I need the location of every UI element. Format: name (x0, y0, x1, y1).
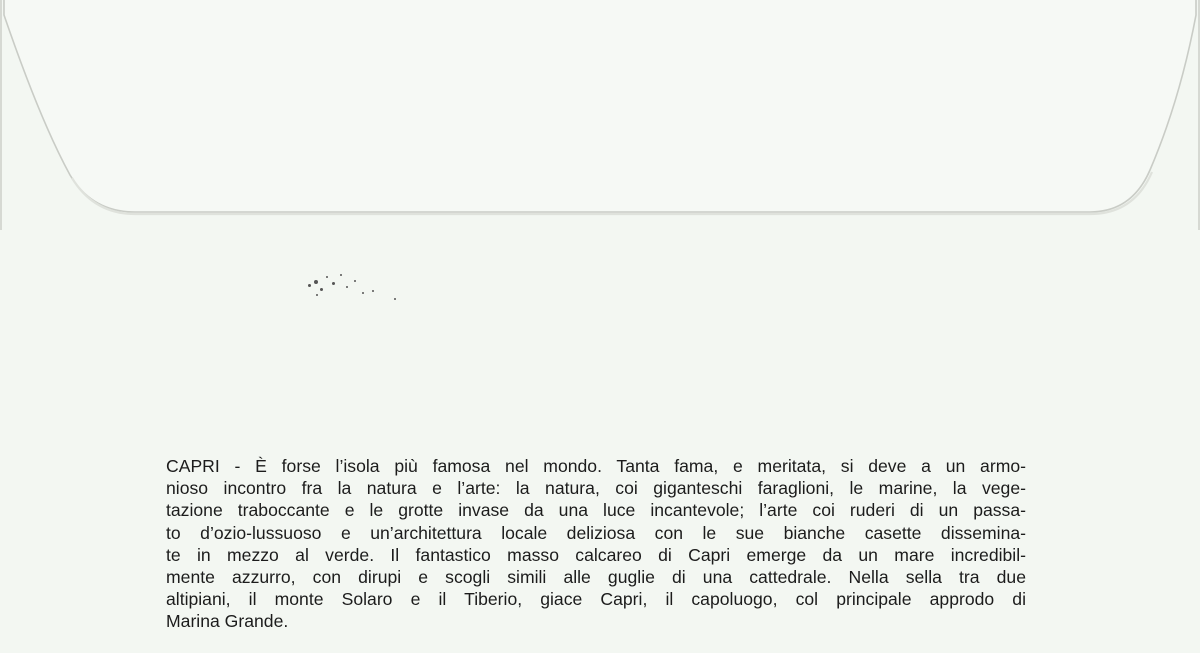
speck-dot (316, 294, 318, 296)
description-line: altipiani, il monte Solaro e il Tiberio, giace Capri, il capoluogo, col principale approdo di (166, 589, 1026, 610)
speck-dot (346, 286, 348, 288)
speck-dot (372, 290, 374, 292)
description-line: to d’ozio-lussuoso e un’architettura locale deliziosa con le sue bianche casette dissemina- (166, 522, 1026, 543)
speck-dot (394, 298, 396, 300)
flap-outline (4, 0, 1196, 212)
speck-dot (320, 288, 323, 291)
speck-dot (340, 274, 342, 276)
capri-description (166, 455, 1026, 633)
description-line: CAPRI - È forse l’isola più famosa nel mondo. Tanta fama, e meritata, si deve a un armo- (166, 456, 1026, 476)
description-line: Marina Grande. (166, 611, 289, 632)
speck-dot (362, 292, 364, 294)
speck-dot (354, 280, 356, 282)
description-line: te in mezzo al verde. Il fantastico masso calcareo di Capri emerge da un mare incredibil- (166, 544, 1026, 565)
speck-dot (326, 276, 328, 278)
description-line: nioso incontro fra la natura e l’arte: la natura, coi giganteschi faraglioni, le marine, la vege- (166, 478, 1026, 499)
envelope-flap (0, 0, 1200, 230)
description-line: mente azzurro, con dirupi e scogli simili alle guglie di una cattedrale. Nella sella tra due (166, 567, 1026, 588)
speck-dot (332, 282, 335, 285)
speck-dot (308, 284, 311, 287)
speck-dot (314, 280, 318, 284)
description-line: tazione traboccante e le grotte invase da una luce incantevole; l’arte coi ruderi di un passa- (166, 500, 1026, 521)
ink-speckle (290, 262, 410, 312)
